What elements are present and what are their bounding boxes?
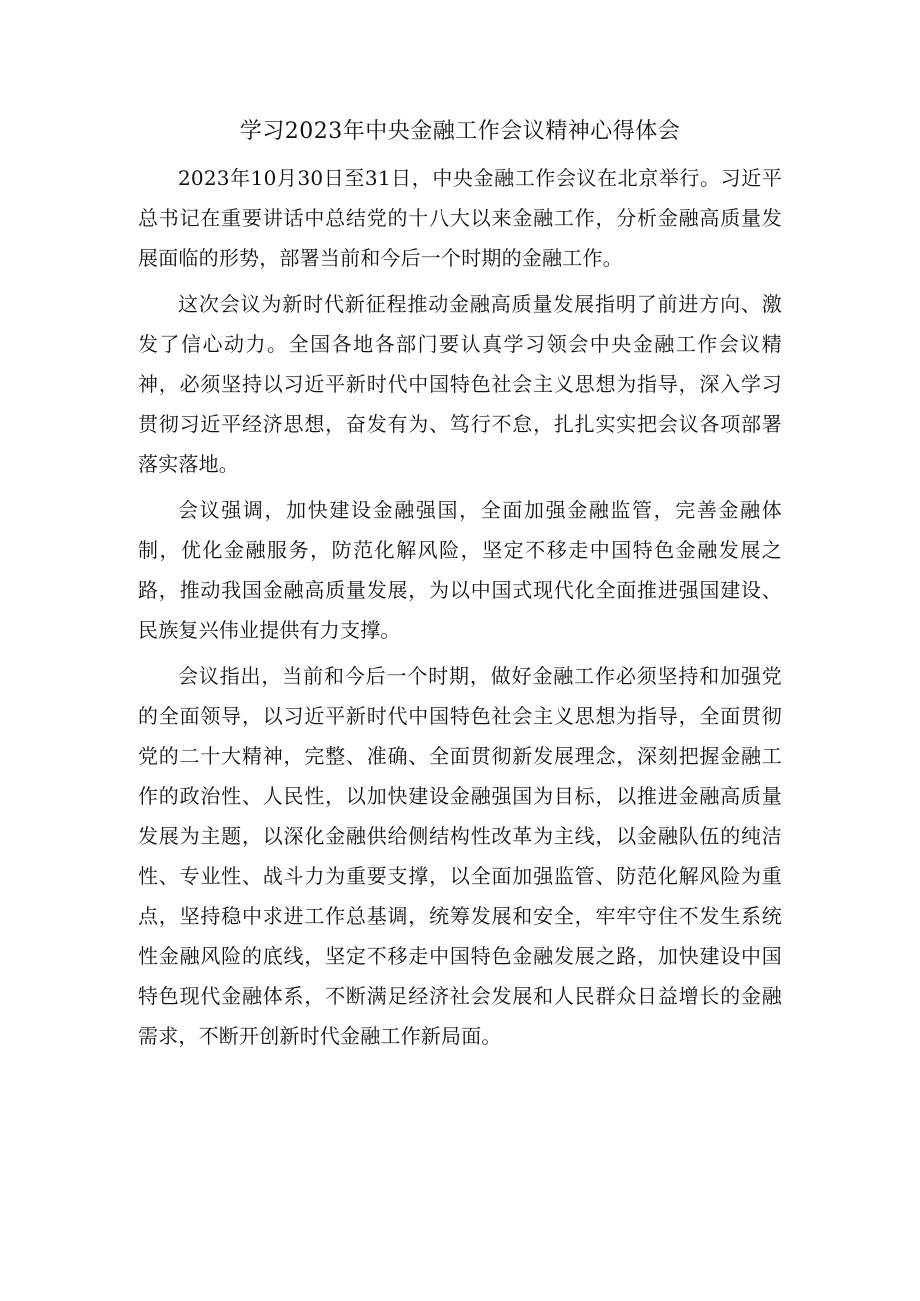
- document-title: 学习2023年中央金融工作会议精神心得体会: [239, 119, 681, 144]
- paragraph-3: 会议强调，加快建设金融强国，全面加强金融监管，完善金融体制，优化金融服务，防范化解风险，坚定不移走中国特色金融发展之路，推动我国金融高质量发展，为以中国式现代化全面推进强国建设、民族复兴伟业提供有力支撑。: [138, 498, 782, 642]
- paragraph-1: 2023年10月30日至31日，中央金融工作会议在北京举行。习近平总书记在重要讲话中总结党的十八大以来金融工作，分析金融高质量发展面临的形势，部署当前和今后一个时期的金融工作。: [138, 166, 782, 270]
- paragraph-2: 这次会议为新时代新征程推动金融高质量发展指明了前进方向、激发了信心动力。全国各地各部门要认真学习领会中央金融工作会议精神，必须坚持以习近平新时代中国特色社会主义思想为指导，深入学习贯彻习近平经济思想，奋发有为、笃行不怠，扎扎实实把会议各项部署落实落地。: [138, 292, 782, 476]
- paragraph-4: 会议指出，当前和今后一个时期，做好金融工作必须坚持和加强党的全面领导，以习近平新时代中国特色社会主义思想为指导，全面贯彻党的二十大精神，完整、准确、全面贯彻新发展理念，深刻把握金融工作的政治性、人民性，以加快建设金融强国为目标，以推进金融高质量发展为主题，以深化金融供给侧结构性改革为主线，以金融队伍的纯洁性、专业性、战斗力为重要支撑，以全面加强监管、防范化解风险为重点，坚持稳中求进工作总基调，统筹发展和安全，牢牢守住不发生系统性金融风险的底线，坚定不移走中国特色金融发展之路，加快建设中国特色现代金融体系，不断满足经济社会发展和人民群众日益增长的金融需求，不断开创新时代金融工作新局面。: [138, 664, 782, 1048]
